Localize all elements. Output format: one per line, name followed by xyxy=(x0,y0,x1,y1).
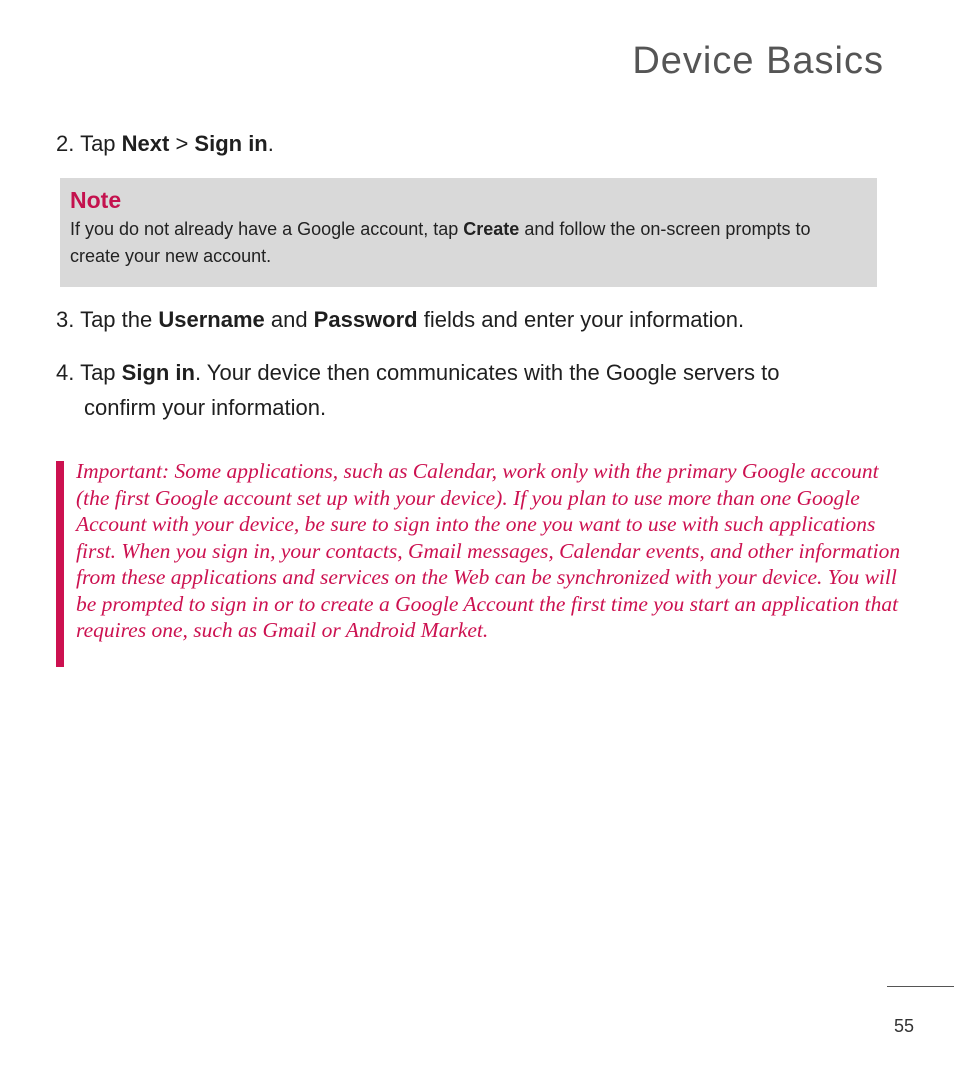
step-3-suffix: fields and enter your information. xyxy=(417,307,745,332)
footer-divider xyxy=(887,986,954,987)
step-2-suffix: . xyxy=(267,131,274,156)
step-3-and: and xyxy=(264,307,314,332)
step-4 xyxy=(56,355,856,425)
note-body xyxy=(70,216,860,270)
step-2-separator: > xyxy=(169,131,195,156)
sign-in-term-2: Sign in xyxy=(121,360,195,385)
step-2 xyxy=(56,126,274,161)
important-notice: Important: Some applications, such as Calendar, work only with the primary Google account (the first Google account set up with your device). If you plan to use more than one Google Account with your device, be sure to sign into the one you want to use with such applications first. When you sign in, your contacts, Gmail messages, Calendar events, and other information from these applications and services on the Web can be synchronized with your device. You will be prompted to sign in or to create a Google Account the first time you start an application that requires one, such as Gmail or Android Market. xyxy=(76,459,901,642)
step-3 xyxy=(56,302,744,337)
page-title: Device Basics xyxy=(632,40,884,82)
next-term: Next xyxy=(121,131,170,156)
page-number: 55 xyxy=(893,1016,914,1036)
create-term: Create xyxy=(463,219,520,239)
important-accent-bar xyxy=(56,461,64,667)
step-4-line1: . Your device then communicates with the Google servers to xyxy=(194,360,780,385)
sign-in-term: Sign in xyxy=(194,131,268,156)
step-3-prefix: 3. Tap the xyxy=(56,307,159,332)
step-4-line2: confirm your information. xyxy=(84,395,327,420)
note-box xyxy=(60,178,877,287)
password-term: Password xyxy=(313,307,418,332)
username-term: Username xyxy=(158,307,265,332)
step-2-prefix: 2. Tap xyxy=(56,131,122,156)
step-4-prefix: 4. Tap xyxy=(56,360,122,385)
note-title: Note xyxy=(70,187,122,213)
note-body-prefix: If you do not already have a Google account, tap xyxy=(70,219,464,239)
note-body-suffix: and follow the on-screen prompts to create your new account. xyxy=(70,219,811,266)
